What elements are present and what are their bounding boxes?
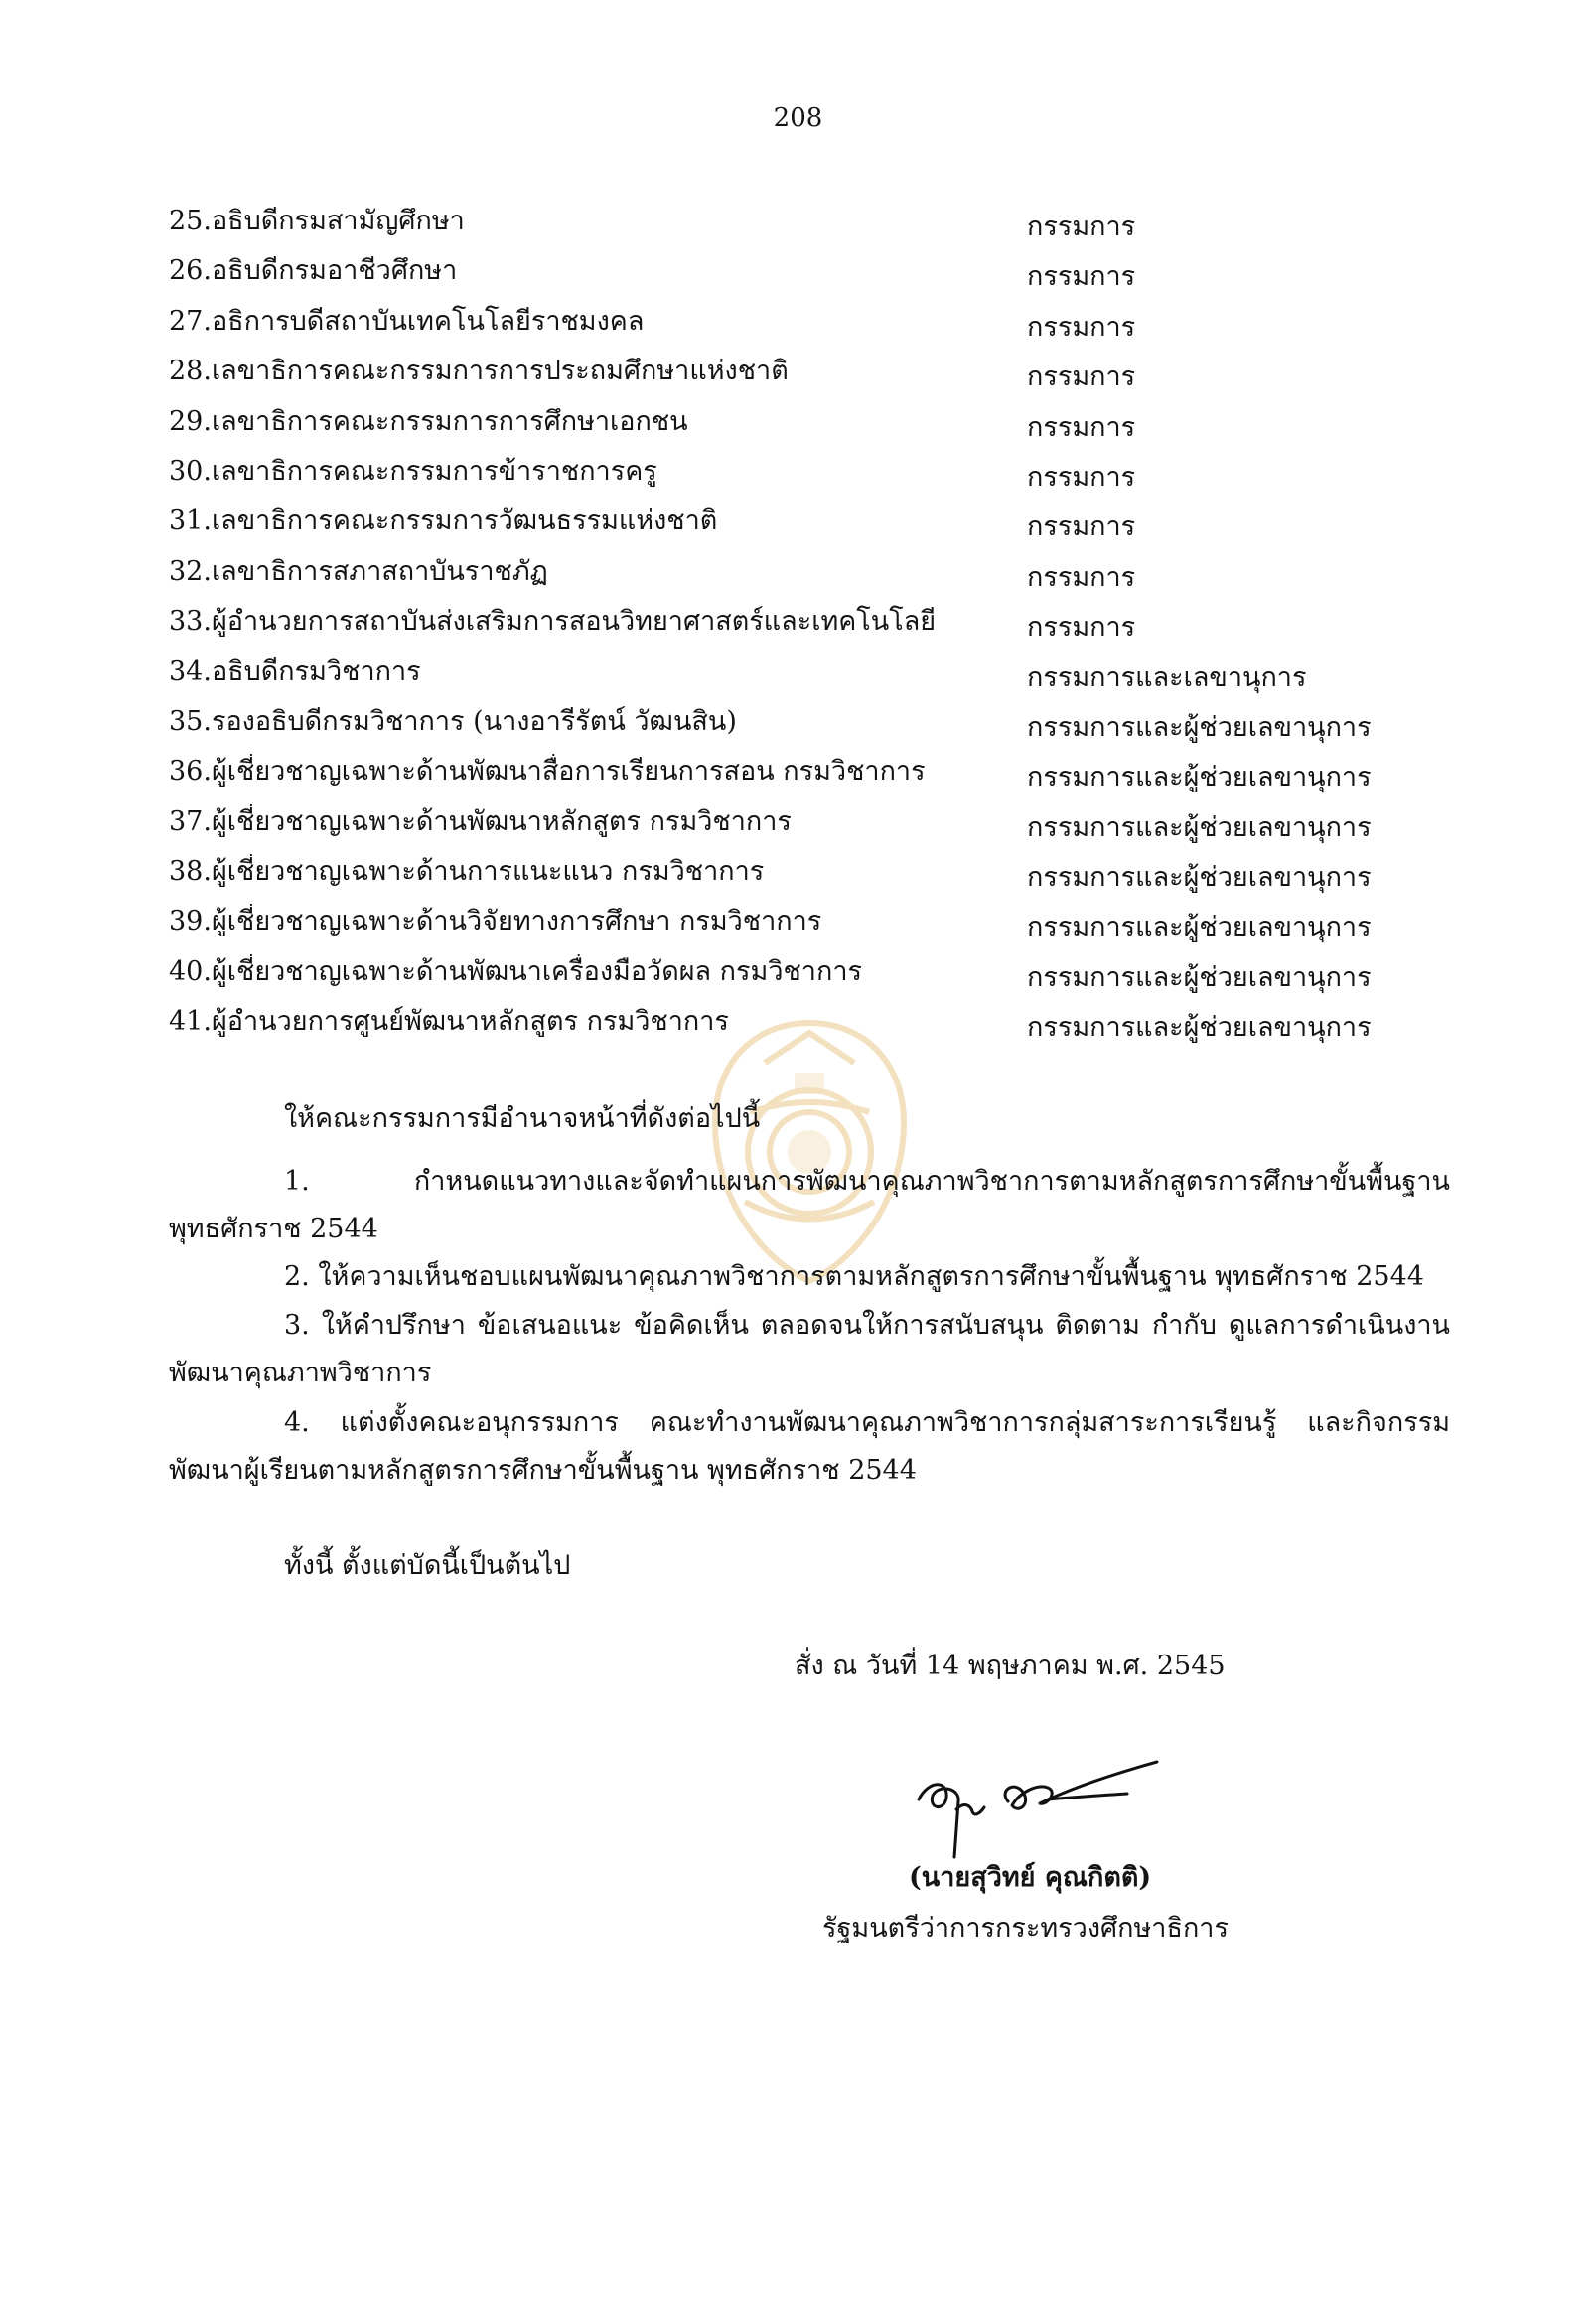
order-date: สั่ง ณ วันที่ 14 พฤษภาคม พ.ศ. 2545 (795, 1651, 1226, 1681)
list-item (169, 454, 1450, 504)
member-position: 37.ผู้เชี่ยวชาญเฉพาะด้านพัฒนาหลักสูตร กรมวิชาการ (169, 805, 792, 837)
member-role: กรรมการและผู้ช่วยเลขานุการ (1027, 1012, 1372, 1044)
duty-item: 1. กำหนดแนวทางและจัดทำแผนการพัฒนาคุณภาพวิชาการตามหลักสูตรการศึกษาขั้นพื้นฐาน พุทธศักราช 2544 (169, 1166, 1450, 1244)
member-position: 33.ผู้อำนวยการสถาบันส่งเสริมการสอนวิทยาศาสตร์และเทคโนโลยี (169, 606, 937, 638)
list-item (169, 654, 1450, 704)
signer-title: รัฐมนตรีว่าการกระทรวงศึกษาธิการ (822, 1913, 1229, 1943)
member-role: กรรมการ (1027, 561, 1136, 593)
handwritten-signature-icon (899, 1740, 1177, 1859)
list-item (169, 354, 1450, 403)
member-role: กรรมการและผู้ช่วยเลขานุการ (1027, 912, 1372, 943)
member-position: 28.เลขาธิการคณะกรรมการการประถมศึกษาแห่งชาติ (169, 356, 789, 387)
member-role: กรรมการ (1027, 511, 1136, 543)
list-item (169, 804, 1450, 854)
member-role: กรรมการและผู้ช่วยเลขานุการ (1027, 711, 1372, 743)
list-item (169, 204, 1450, 253)
member-role: กรรมการและผู้ช่วยเลขานุการ (1027, 762, 1372, 793)
list-item (169, 1004, 1450, 1054)
list-item (169, 904, 1450, 953)
member-position: 27.อธิการบดีสถาบันเทคโนโลยีราชมงคล (169, 305, 645, 337)
member-position: 26.อธิบดีกรมอาชีวศึกษา (169, 255, 458, 287)
member-role: กรรมการ (1027, 612, 1136, 644)
member-position: 39.ผู้เชี่ยวชาญเฉพาะด้านวิจัยทางการศึกษา กรมวิชาการ (169, 906, 822, 937)
member-role: กรรมการ (1027, 212, 1136, 242)
member-position: 40.ผู้เชี่ยวชาญเฉพาะด้านพัฒนาเครื่องมือวัดผล กรมวิชาการ (169, 955, 862, 987)
member-position: 38.ผู้เชี่ยวชาญเฉพาะด้านการแนะแนว กรมวิชาการ (169, 856, 765, 888)
committee-member-list (169, 204, 1450, 1055)
list-item (169, 554, 1450, 604)
duty-item: 2. ให้ความเห็นชอบแผนพัฒนาคุณภาพวิชาการตามหลักสูตรการศึกษาขั้นพื้นฐาน พุทธศักราช 2544 (284, 1261, 1424, 1292)
list-item (169, 304, 1450, 354)
member-role: กรรมการ (1027, 411, 1136, 443)
list-item (169, 604, 1450, 653)
member-position: 34.อธิบดีกรมวิชาการ (169, 655, 421, 687)
member-position: 35.รองอธิบดีกรมวิชาการ (นางอารีรัตน์ วัฒนสิน) (169, 705, 737, 737)
member-position: 29.เลขาธิการคณะกรรมการการศึกษาเอกชน (169, 405, 688, 437)
list-item (169, 504, 1450, 553)
member-position: 25.อธิบดีกรมสามัญศึกษา (169, 206, 465, 236)
member-role: กรรมการและผู้ช่วยเลขานุการ (1027, 862, 1372, 894)
member-role: กรรมการและผู้ช่วยเลขานุการ (1027, 961, 1372, 993)
member-position: 32.เลขาธิการสภาสถาบันราชภัฏ (169, 555, 548, 587)
member-position: 31.เลขาธิการคณะกรรมการวัฒนธรรมแห่งชาติ (169, 505, 718, 537)
signer-name: (นายสุวิทย์ คุณกิตติ) (909, 1862, 1152, 1893)
member-role: กรรมการและเลขานุการ (1027, 661, 1307, 693)
duty-item: 3. ให้คำปรึกษา ข้อเสนอแนะ ข้อคิดเห็น ตลอดจนให้การสนับสนุน ติดตาม กำกับ ดูแลการดำเนินงานพัฒนาคุณภาพวิชาการ (169, 1310, 1450, 1388)
closing-statement: ทั้งนี้ ตั้งแต่บัดนี้เป็นต้นไป (284, 1550, 571, 1581)
member-role: กรรมการ (1027, 461, 1136, 493)
list-item (169, 704, 1450, 754)
duties-intro: ให้คณะกรรมการมีอำนาจหน้าที่ดังต่อไปนี้ (284, 1103, 761, 1134)
member-position: 41.ผู้อำนวยการศูนย์พัฒนาหลักสูตร กรมวิชาการ (169, 1006, 729, 1038)
list-item (169, 954, 1450, 1004)
duty-item: 4. แต่งตั้งคณะอนุกรรมการ คณะทำงานพัฒนาคุณภาพวิชาการกลุ่มสาระการเรียนรู้ และกิจกรรมพัฒนาผู้เรียนตามหลักสูตรการศึกษาขั้นพื้นฐาน พุทธศักราช 2544 (169, 1407, 1450, 1486)
member-role: กรรมการ (1027, 311, 1136, 343)
list-item (169, 854, 1450, 904)
list-item (169, 404, 1450, 454)
list-item (169, 754, 1450, 803)
member-position: 36.ผู้เชี่ยวชาญเฉพาะด้านพัฒนาสื่อการเรียนการสอน กรมวิชาการ (169, 756, 926, 788)
member-role: กรรมการ (1027, 261, 1136, 293)
member-role: กรรมการและผู้ช่วยเลขานุการ (1027, 811, 1372, 843)
page-number: 208 (773, 103, 823, 133)
list-item (169, 253, 1450, 303)
member-role: กรรมการ (1027, 361, 1136, 393)
member-position: 30.เลขาธิการคณะกรรมการข้าราชการครู (169, 455, 657, 487)
